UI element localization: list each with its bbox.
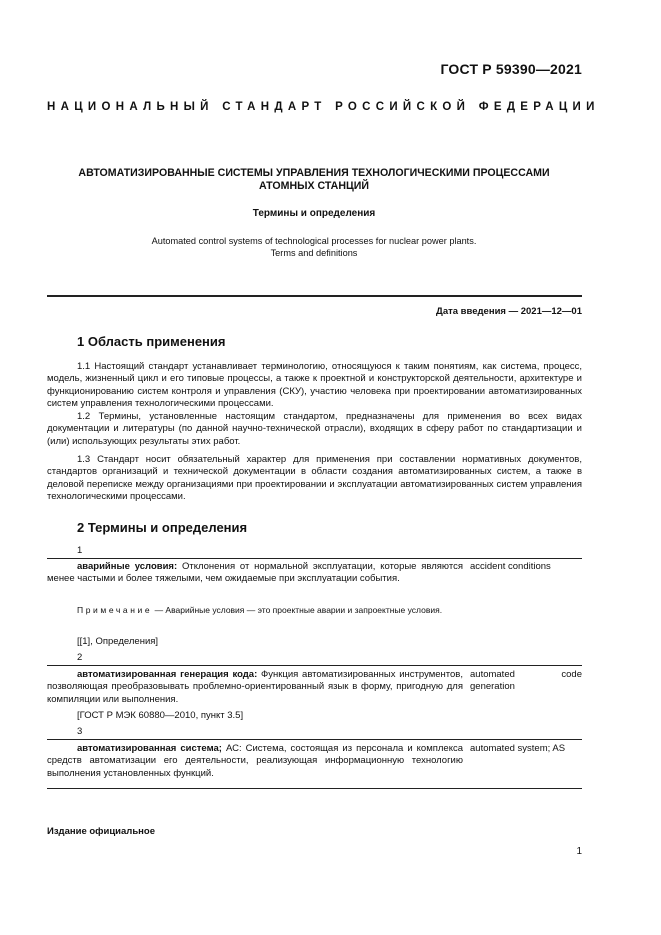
term-english: automated code generation <box>470 669 582 693</box>
note-text: — Аварийные условия — это проектные аварии и запроектные условия. <box>152 605 443 615</box>
note-label: Примечание <box>77 605 153 615</box>
page-bottom-divider <box>47 788 582 789</box>
term-definition <box>47 669 463 706</box>
official-edition-label: Издание официальное <box>47 826 155 837</box>
title-line-2: АТОМНЫХ СТАНЦИЙ <box>259 180 369 192</box>
term-divider <box>47 739 582 740</box>
national-standard-heading: НАЦИОНАЛЬНЫЙ СТАНДАРТ РОССИЙСКОЙ ФЕДЕРАЦИИ <box>47 101 600 113</box>
term-source: [[1], Определения] <box>77 636 159 647</box>
term-number: 2 <box>77 652 83 663</box>
term-note <box>47 605 463 617</box>
title-line-1: АВТОМАТИЗИРОВАННЫЕ СИСТЕМЫ УПРАВЛЕНИЯ ТЕХНОЛОГИЧЕСКИМИ ПРОЦЕССАМИ <box>78 167 550 179</box>
term-divider <box>47 665 582 666</box>
term-name: автоматизированная система; <box>77 743 222 754</box>
english-title-line-2: Terms and definitions <box>270 248 358 258</box>
definition-text: АС: Система, состоящая из персонала и комплекса средств автоматизации его деятельности, реализующая информационную технологию выполнения установленных функций. <box>47 743 463 779</box>
term-english: automated system; AS <box>470 743 566 754</box>
document-number: ГОСТ Р 59390—2021 <box>440 61 582 77</box>
document-subtitle: Термины и определения <box>252 208 376 219</box>
section-1-heading: 1 Область применения <box>77 334 226 349</box>
term-divider <box>47 558 582 559</box>
term-number: 3 <box>77 726 83 737</box>
term-number: 1 <box>77 545 83 556</box>
effective-date: Дата введения — 2021—12—01 <box>436 306 582 317</box>
document-title <box>48 167 580 193</box>
english-title-line-1: Automated control systems of technological processes for nuclear power plants. <box>151 236 477 246</box>
definition-text: Функция автоматизированных инструментов, позволяющая преобразовывать проблемно-ориентированный язык в форму, пригодную для компиляции или выполнения. <box>47 669 463 705</box>
title-divider <box>47 295 582 297</box>
section-2-heading: 2 Термины и определения <box>77 520 248 535</box>
paragraph-1-2: 1.2 Термины, установленные настоящим стандартом, предназначены для применения во всех видах документации и литературы (по данной научно-технической отрасли), входящих в сферу работ по стандартизации и (или) использующих результаты этих работ. <box>47 411 582 447</box>
term-definition <box>47 743 463 780</box>
page-number: 1 <box>576 846 582 857</box>
term-definition <box>47 561 463 586</box>
term-source: [ГОСТ Р МЭК 60880—2010, пункт 3.5] <box>77 710 244 721</box>
term-name: аварийные условия: <box>77 561 178 572</box>
term-name: автоматизированная генерация кода: <box>77 669 258 680</box>
definition-text: Отклонения от нормальной эксплуатации, которые являются менее частыми и более тяжелыми, чем ожидаемые при эксплуатации события. <box>47 561 463 585</box>
term-english: accident conditions <box>470 561 551 572</box>
paragraph-1-1: 1.1 Настоящий стандарт устанавливает терминологию, относящуюся к таким понятиям, как система, процесс, модель, жизненный цикл и его типовые процессы, а также к проектной и конструкторской деятельности, архитектуре и функционированию систем контроля и управления (СКУ), участию человека при проектировании автоматизированных систем управления технологическими процессами. <box>47 361 582 410</box>
paragraph-1-3: 1.3 Стандарт носит обязательный характер для применения при составлении нормативных документов, стандартов организаций и технической документации в области создания автоматизированных систем, а также в деловой переписке между организациями при проектировании и эксплуатации автоматизированных систем управления технологическими процессами. <box>47 454 582 503</box>
english-title <box>48 235 580 259</box>
